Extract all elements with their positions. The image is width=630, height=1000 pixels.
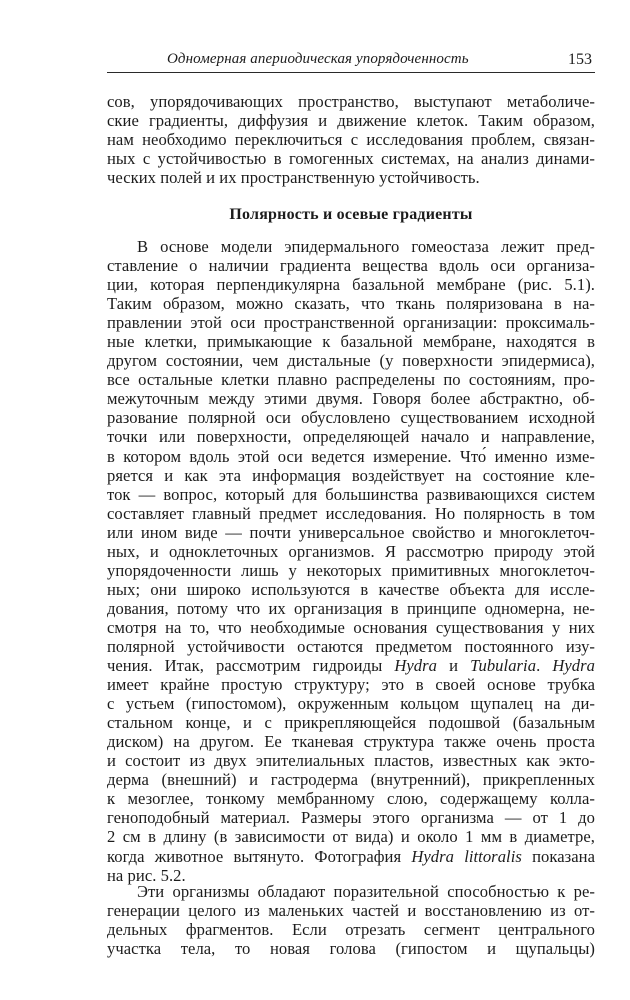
text-line: дельных фрагментов. Если отрезать сегмент центрального (107, 920, 595, 940)
text-line: участка тела, то новая голова (гипостом и щупальцы) (107, 939, 595, 959)
text-line: ции, которая перпендикулярна базальной мембране (рис. 5.1). (107, 275, 595, 295)
text-line: разование полярной оси обусловлено существованием исходной (107, 408, 595, 428)
text-line: составляет главный предмет исследования. Но полярность в том (107, 503, 595, 523)
text-line: дования, потому что их организация в принципе одномерна, не- (107, 598, 595, 618)
text-line: межуточным между этими двумя. Говоря более абстрактно, об- (107, 389, 595, 409)
running-head (107, 48, 595, 73)
text-line: ных; они широко используются в качестве объекта для иссле- (107, 579, 595, 599)
page-number: 153 (568, 51, 592, 68)
text-line: дерма (внешний) и гастродерма (внутренний), прикрепленных (107, 770, 595, 790)
text-line: имеет крайне простую структуру; это в своей основе трубка (107, 675, 595, 695)
paragraph-polarity (107, 237, 595, 885)
text-line: сов, упорядочивающих пространство, выступают метаболиче- (107, 92, 595, 111)
text-line: другом состоянии, чем дистальные (у поверхности эпидермиса), (107, 351, 595, 371)
text-line: чения. Итак, рассмотрим гидроиды Hydra и Tubularia. Hydra (107, 656, 596, 676)
text-line: и состоит из двух эпителиальных пластов, известных как экто- (107, 751, 595, 771)
text-line: ток — вопрос, который для большинства развивающихся систем (107, 484, 595, 504)
running-title: Одномерная апериодическая упорядоченность (167, 51, 469, 67)
text-line: ных с устойчивостью в гомогенных системах, на анализ динами- (107, 149, 595, 169)
text-line: Таким образом, можно сказать, что ткань поляризована в на- (107, 294, 595, 314)
text-line: к мезоглее, тонкому мембранному слою, содержащему колла- (107, 789, 595, 809)
text-line: ряется и как эта информация воздействует на состояние кле- (107, 465, 595, 485)
text-line: генерации целого из маленьких частей и восстановлению из от- (107, 901, 595, 921)
text-line: ставление о наличии градиента вещества вдоль оси организа- (107, 256, 595, 276)
text-line: точки или поверхности, определяющей начало и направление, (107, 427, 595, 447)
text-line: нам необходимо переключиться с исследования проблем, связан- (107, 130, 595, 150)
text-line: в котором вдоль этой оси ведется измерение. Что́ именно изме- (107, 446, 595, 466)
text-line: ские градиенты, диффузия и движение клеток. Таким образом, (107, 111, 595, 131)
text-line: полярной устойчивости остаются предметом постоянного изу- (107, 636, 595, 656)
text-line: когда животное вытянуто. Фотография Hydra littoralis показана (107, 846, 595, 866)
text-line: правлении этой оси пространственной организации: проксималь- (107, 313, 595, 333)
text-line: диском) на другом. Ее тканевая структура также очень проста (107, 732, 595, 752)
text-line: смотря на то, что необходимые основания существования у них (107, 617, 595, 637)
text-line: ные клетки, примыкающие к базальной мембране, находятся в (107, 332, 595, 352)
text-line: 2 см в длину (в зависимости от вида) и около 1 мм в диаметре, (107, 827, 595, 847)
text-line: В основе модели эпидермального гомеостаза лежит пред- (137, 237, 595, 256)
text-line: упорядоченности лишь у некоторых примитивных многоклеточ- (107, 560, 595, 580)
text-line: стальном конце, и с прикрепляющейся подошвой (базальным (107, 713, 595, 733)
text-line: все остальные клетки плавно распределены по состояниям, про- (107, 370, 595, 390)
text-line: ческих полей и их пространственную устойчивость. (107, 168, 480, 188)
section-heading: Полярность и осевые градиенты (229, 206, 473, 223)
text-line: с устьем (гипостомом), окруженным кольцом щупалец на ди- (107, 694, 595, 714)
text-line: Эти организмы обладают поразительной способностью к ре- (137, 882, 595, 901)
text-line: на рис. 5.2. (107, 865, 186, 885)
paragraph-regeneration (107, 882, 595, 958)
text-line: или ином виде — почти универсальное свойство и многоклеточ- (107, 522, 595, 542)
text-line: геноподобный материал. Размеры этого организма — от 1 до (107, 808, 595, 828)
text-line: ных, и одноклеточных организмов. Я рассмотрю природу этой (107, 541, 595, 561)
paragraph-continuation (107, 92, 595, 187)
